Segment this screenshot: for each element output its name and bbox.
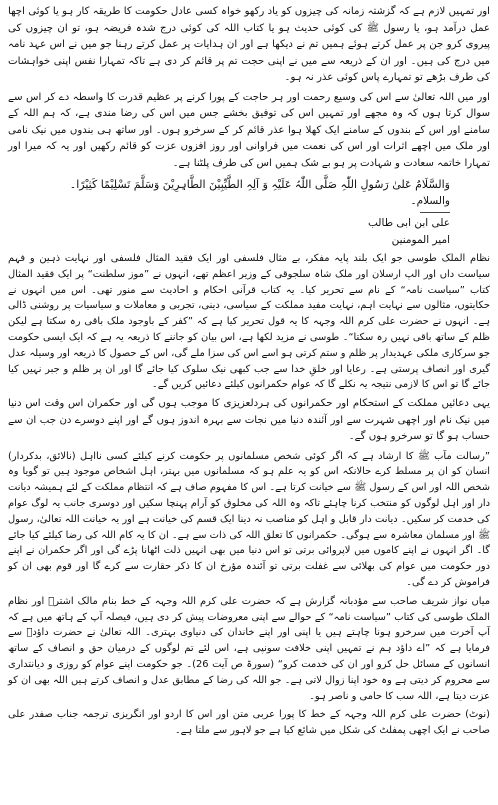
paragraph-nizam-ul-mulk: نظام الملک طوسی جو ایک بلند پایہ مفکر، بے مثال فلسفی اور ایک فقید المثال فلسفی اور نہایت ذہین و فہم سیاست داں اور الپ ارسلان اور ملک شاہ سلجوقی کے وزیر اعظم تھے، انہوں نے ”موز سلطنت“ پر ایک فقید المثال کتاب ”سیاست نامہ“ کے نام سے تحریر کیا۔ یہ کتاب قرآنی احکام و احادیث سے منور تھی۔ اس میں انہوں نے حکایتوں، مثالوں سے نہایت اہم، نہایت مفید مملکت کے سیاسی، دینی، تجربی و معاملات و سیاسیات پر روشنی ڈالی ہے۔ انہوں نے حضرت علی کرم اللہ وجہہ کا یہ قول تحریر کیا ہے کہ ”کفر کے باوجود ملک باقی رہ سکتا ہے لیکن ظلم کے ساتھ باقی نہیں رہ سکتا“۔ طوسی نے مزید لکھا ہے، اس بیان کو جاننے کا ذریعہ یہ ہے کہ ایک ایسی حکومت جو سرکاری ملکی عہدیدار پر ظلم و ستم کرتی ہو اسے اس کی سزا ملے گی، اس کے حصول کا ذریعہ اور وسیلہ عدل گیری اور انصاف پرستی ہے۔ رعایا اور خلقِ خدا سے جب کبھی نیک سلوک کیا جائے گا اور ان پر ظلم و جبر نہیں کیا جائے گا تو اس کا لازمی نتیجہ یہ نکلے گا کہ عوام حکمرانوں کیلئے دعائیں کریں گے۔ [8, 253, 490, 391]
arabic-salutation: وَالسَّلَامُ عَلیٰ رَسُولِ اللّٰہِ صَلَّی اللّٰہُ عَلَیْہِ وَ آلِہِ الطَّیِّبِیْنَ الطَّاہِرِیْنَ وَسَلَّمَ تَسْلِیْمًا کَثِیْرًا۔ [69, 178, 450, 191]
divider [420, 212, 450, 213]
closing-salam: والسلام۔ [410, 195, 450, 207]
paragraph-hadith: ”رسالت مآب ﷺ کا ارشاد ہے کہ اگر کوئی شخص مسلمانوں پر حکومت کرنے کیلئے کسی نااہل (نالائق، بدکردار) انسان کو ان پر مسلط کرے حالانکہ اس کو یہ علم ہو کہ مسلمانوں میں بہتر، اہل اشخاص موجود ہیں تو گویا وہ شخص اللہ اور اس کے رسول ﷺ سے خیانت کرتا ہے۔ اس کا مفہوم صاف ہے کہ انتظام مملکت کے لئے ہمیشہ دیانت دار اور اہل لوگوں کو منتخب کرنا چاہئے تاکہ وہ اللہ کی مخلوق کو آرام پہنچا سکیں اور دوسری جانب یہ لوگ عوام کی خدمت کر سکیں۔ دیانت دار قابل و اہل کو مناصب نہ دینا ایک قسم کی خیانت ہے اور یہ خیانت اللہ تعالیٰ، رسول ﷺ اور مسلمان معاشرہ سے ہوگی۔ حکمرانوں کا تعلق اللہ کی ذات سے ہے۔ ان کا یہ کام اللہ کی رضا کیلئے کیا جائے گا۔ اگر انہوں نے اپنے کاموں میں لاپروائی برتی تو اس دنیا میں بھی انہیں ذلت اٹھانا پڑے گی اور اگر حکمران نے اپنے دور حکومت میں عوام کی بھلائی سے غفلت برتی تو آئندہ مؤرخ ان کا ذکر حقارت سے کرے گا اور قوم بھی ان کو فراموش کر دے گی۔ [8, 450, 490, 589]
signature-name: علی ابن ابی طالب [368, 217, 450, 229]
paragraph-prayer: اور میں اللہ تعالیٰ سے اس کی وسیع رحمت اور ہر حاجت کے پورا کرنے پر عظیم قدرت کا واسطہ دے کر اس سے سوال کرتا ہوں کہ وہ مجھے اور تمہیں اس کی توفیق بخشے جس میں اس کی رضا مندی ہے، کہ ہم اللہ کے سامنے اور اس کے بندوں کے سامنے ایک کھلا ہوا عذر قائم کر کے سرخرو ہوں۔ اور ساتھ ہی بندوں میں نیک نامی اور ملک میں اچھے اثرات اور اس کی نعمت میں فراوانی اور روز افزوں عزت کو قائم رکھیں اور یہ کہ میرا اور تمہارا خاتمہ سعادت و شہادت پر ہو بے شک ہمیں اس کی طرف پلٹنا ہے۔ [8, 91, 490, 169]
paragraph-stability: یہی دعائیں مملکت کے استحکام اور حکمرانوں کی ہردلعزیزی کا موجب ہوں گی اور حکمران اس وقت اس دنیا میں نیک نام اور اچھی شہرت سے اور آئندہ دنیا میں نجات سے بہرہ اندوز ہوں گے اور اپنے دوسرے دن جب ان سے حساب ہو گا تو سرخرو ہوں گے۔ [8, 398, 490, 443]
signature-title: امیر المومنین [391, 234, 450, 246]
paragraph-note: (نوٹ) حضرت علی کرم اللہ وجہہ کے خط کا پورا عربی متن اور اس کا اردو اور انگریزی ترجمہ جناب صفدر علی صاحب نے ایک اچھی پمفلٹ کی شکل میں شائع کیا ہے جو لاہور سے ملتا ہے۔ [8, 709, 490, 737]
paragraph-guidance: اور تمہیں لازم ہے کہ گزشتہ زمانہ کی چیزوں کو یاد رکھو خواہ کسی عادل حکومت کا طریقہ کار ہو یا کوئی اچھا عمل درآمد ہو، یا رسول ﷺ کی کوئی حدیث ہو یا کتاب اللہ کی کوئی درج شدہ فریضہ ہو، تو ان چیزوں کی پیروی کرو جن پر عمل کرتے ہوئے ہمیں تم نے دیکھا ہے اور ان ہدایات پر عمل کرتے رہنا جو میں نے اس عہد نامہ میں درج کی ہیں۔ اور ان کے ذریعہ سے میں نے اپنی حجت تم پر قائم کر دی ہے تاکہ تمہارا نفس اپنی خواہشات کی طرف بڑھے تو تمہارے پاس کوئی عذر نہ ہو۔ [8, 6, 490, 83]
paragraph-appeal: میاں نواز شریف صاحب سے مؤدبانہ گزارش ہے کہ حضرت علی کرم اللہ وجہہ کے خط بنام مالک اشترؒ اور نظام الملک طوسی کی کتاب ”سیاست نامہ“ کے حوالے سے اپنی معروضات پیش کر دی ہیں، فیصلہ آپ کے ہاتھ میں ہے کہ آپ آخرت میں سرخرو ہونا چاہتے ہیں یا اپنی اور اپنے خاندان کی دنیاوی بہتری۔ اللہ تعالیٰ نے حضرت داؤدؑ سے فرمایا ہے کہ ”اے داؤد ہم نے تمہیں اپنی خلافت سونپی ہے، اس لئے تم لوگوں کے درمیان حق و انصاف کے ساتھ انسانوں کے مسائل حل کرو اور ان کی خدمت کرو“ (سورۃ ص آیت 26)۔ جو حکومت اپنے عوام کو روزی و دیانتداری سے محروم کر دیتی ہے وہ خود اپنا زوال لاتی ہے۔ جو اللہ کی رضا کے مطابق عدل و انصاف کرتے ہیں اللہ بھی ان کو عزت دیتا ہے، اللہ سب کا حامی و ناصر ہو۔ [8, 595, 490, 702]
